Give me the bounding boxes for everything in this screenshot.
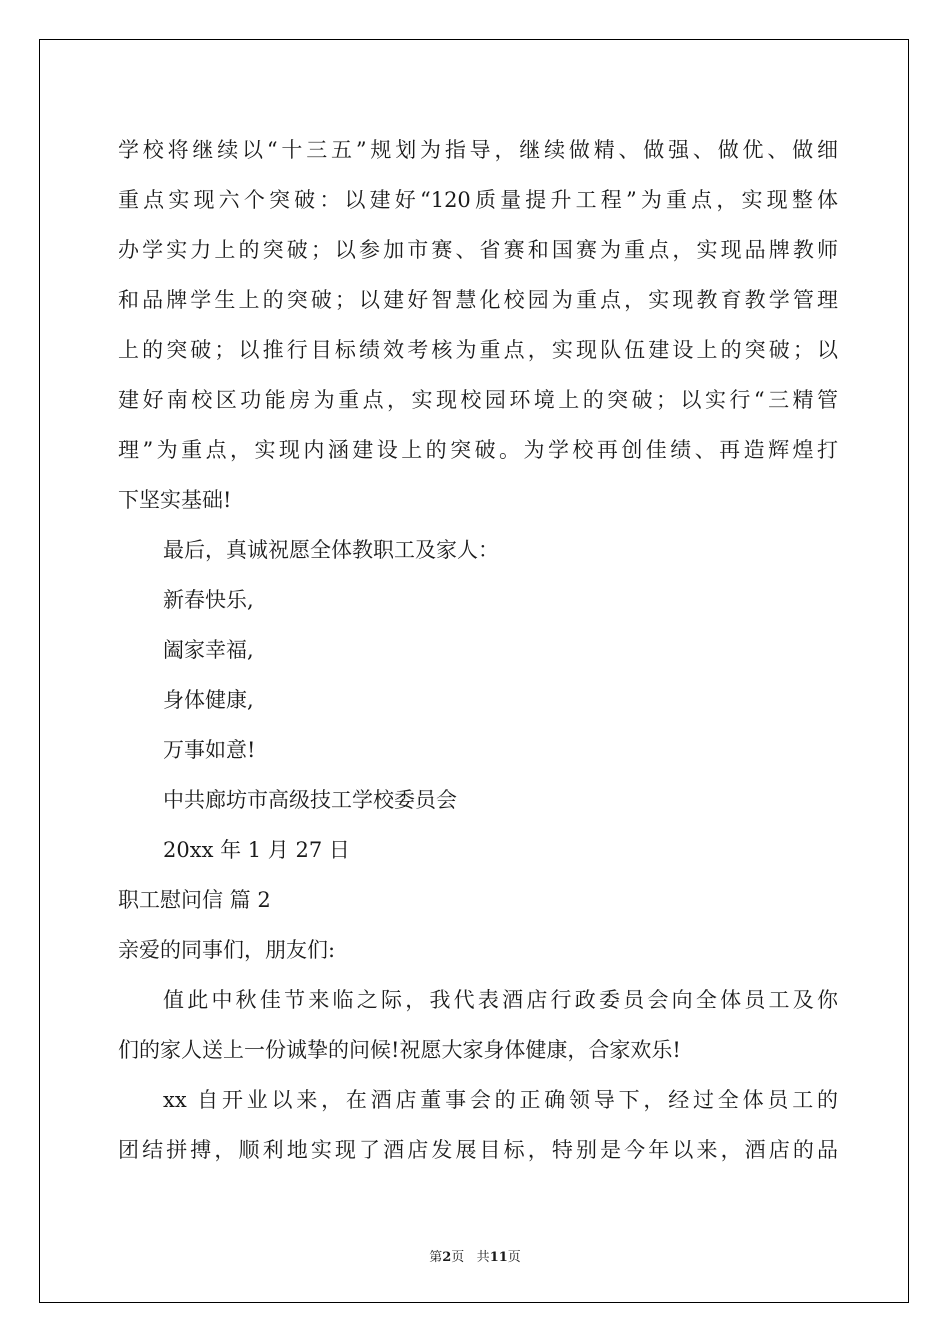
letter-line-1: 值此中秋佳节来临之际，我代表酒店行政委员会向全体员工及你 — [163, 988, 838, 1012]
signature-date: 20xx 年 1 月 27 日 — [163, 838, 350, 862]
letter-line-4: 团结拼搏，顺利地实现了酒店发展目标，特别是今年以来，酒店的品 — [118, 1138, 838, 1162]
footer-total-pages: 11 — [489, 1250, 508, 1265]
body-line-5: 上的突破；以推行目标绩效考核为重点，实现队伍建设上的突破；以 — [118, 338, 838, 362]
wish-line-3: 身体健康, — [163, 688, 254, 712]
letter-line-3: xx 自开业以来，在酒店董事会的正确领导下，经过全体员工的 — [163, 1088, 838, 1112]
body-line-2: 重点实现六个突破：以建好“120质量提升工程”为重点，实现整体 — [118, 188, 838, 212]
footer-prefix: 第 — [429, 1250, 443, 1265]
wish-line-1: 新春快乐, — [163, 588, 254, 612]
footer-page-suffix: 页 — [451, 1250, 465, 1265]
body-line-4: 和品牌学生上的突破；以建好智慧化校园为重点，实现教育教学管理 — [118, 288, 838, 312]
letter-line-2: 们的家人送上一份诚挚的问候!祝愿大家身体健康，合家欢乐! — [118, 1038, 681, 1062]
body-line-8: 下坚实基础! — [118, 488, 232, 512]
wish-line-2: 阖家幸福, — [163, 638, 254, 662]
salutation: 亲爱的同事们，朋友们: — [118, 938, 336, 962]
footer-total-prefix: 共 — [476, 1250, 490, 1265]
page-footer — [0, 1246, 950, 1265]
body-line-1: 学校将继续以“十三五”规划为指导，继续做精、做强、做优、做细 — [118, 138, 838, 162]
footer-total-suffix: 页 — [507, 1250, 521, 1265]
closing-wish-intro: 最后，真诚祝愿全体教职工及家人： — [163, 538, 499, 562]
body-line-3: 办学实力上的突破；以参加市赛、省赛和国赛为重点，实现品牌教师 — [118, 238, 838, 262]
body-line-7: 理”为重点，实现内涵建设上的突破。为学校再创佳绩、再造辉煌打 — [118, 438, 838, 462]
signature-org: 中共廊坊市高级技工学校委员会 — [163, 788, 457, 812]
body-line-6: 建好南校区功能房为重点，实现校园环境上的突破；以实行“三精管 — [118, 388, 838, 412]
section-heading: 职工慰问信 篇 2 — [118, 888, 271, 912]
footer-page-number: 2 — [442, 1250, 452, 1265]
wish-line-4: 万事如意! — [163, 738, 256, 762]
